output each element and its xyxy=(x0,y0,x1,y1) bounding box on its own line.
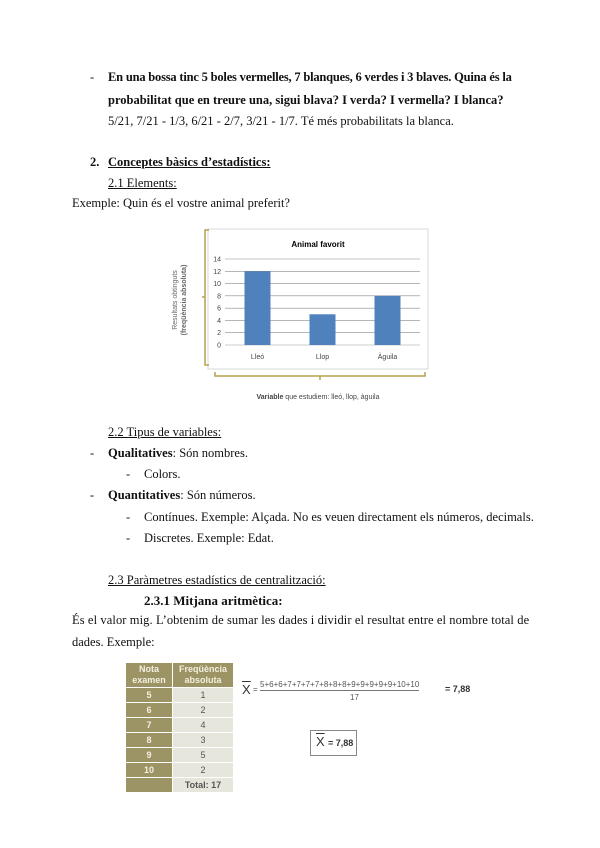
table-row xyxy=(126,748,233,762)
frequency-cell: 3 xyxy=(173,733,233,747)
y-tick-label: 0 xyxy=(217,342,221,350)
x-tick-label: Lleó xyxy=(250,354,265,361)
grade-cell: 9 xyxy=(126,748,172,762)
frequency-table-figure xyxy=(125,662,234,793)
bar-chart-figure xyxy=(165,222,435,407)
numerator: 5+6+6+7+7+7+7+8+8+8+9+9+9+9+9+10+10 xyxy=(260,680,420,689)
mean-result-box xyxy=(310,730,357,756)
formula-result: = 7,88 xyxy=(445,684,471,694)
denominator: 17 xyxy=(350,693,359,702)
bullet-dash: - xyxy=(126,531,131,545)
bullet-dash: - xyxy=(90,446,95,460)
y-tick-label: 14 xyxy=(213,256,221,264)
answer: 5/21, 7/21 - 1/3, 6/21 - 2/7, 3/21 - 1/7. Té més probabilitats la blanca. xyxy=(108,114,454,128)
bar-chart xyxy=(165,222,435,407)
x-tick-label: Àguila xyxy=(377,354,398,361)
paragraph-line-1: És el valor mig. L’obtenim de sumar les dades i dividir el resultat entre el nombre total de xyxy=(72,613,530,627)
question-line-2: probabilitat que en treure una, sigui blava? I verda? I vermella? I blanca? xyxy=(108,93,504,107)
mean-symbol: $\overline{X}$ xyxy=(242,682,251,697)
grade-cell: 5 xyxy=(126,688,172,702)
total-cell: Total: 17 xyxy=(173,778,233,792)
section-number: 2. xyxy=(90,155,100,169)
y-tick-label: 6 xyxy=(217,305,221,313)
continuous-item: Contínues. Exemple: Alçada. No es veuen directament els números, decimals. xyxy=(144,510,534,524)
paragraph-line-2: dades. Exemple: xyxy=(72,635,155,649)
y-tick-label: 2 xyxy=(217,330,221,338)
header-grade: Nota examen xyxy=(126,663,172,687)
frequency-cell: 5 xyxy=(173,748,233,762)
bar-Lleó xyxy=(245,271,271,345)
bar-Llop xyxy=(310,314,336,345)
x-note: Variable que estudiem: lleó, llop, àguila xyxy=(256,394,380,401)
subsubsection-mean: 2.3.1 Mitjana aritmètica: xyxy=(144,593,283,608)
equals: = xyxy=(253,685,258,694)
frequency-cell: 2 xyxy=(173,703,233,717)
y-tick-label: 10 xyxy=(213,281,221,289)
y-label-1: Resultats obtinguts xyxy=(172,270,179,330)
grade-cell: 7 xyxy=(126,718,172,732)
frequency-table xyxy=(125,662,234,793)
bullet-dash: - xyxy=(126,510,131,524)
bar-Àguila xyxy=(375,296,401,345)
y-tick-label: 12 xyxy=(213,268,221,276)
header-frequency: Freqüència absoluta xyxy=(173,663,233,687)
bullet-dash: - xyxy=(90,70,95,84)
table-row xyxy=(126,703,233,717)
example-text: Exemple: Quin és el vostre animal preferit? xyxy=(72,196,290,210)
mean-value: = 7,88 xyxy=(328,738,354,748)
bullet-dash: - xyxy=(90,488,95,502)
quantitative-item: Quantitatives: Són números. xyxy=(108,488,256,502)
grade-cell: 8 xyxy=(126,733,172,747)
mean-symbol: $\overline{X}$ xyxy=(316,734,325,749)
question-line-1: En una bossa tinc 5 boles vermelles, 7 blanques, 6 verdes i 3 blaves. Quina és la xyxy=(108,70,512,84)
chart-title: Animal favorit xyxy=(291,240,345,249)
subsection-centralization: 2.3 Paràmetres estadístics de centralització: xyxy=(108,573,326,587)
section-title: Conceptes bàsics d’estadístics: xyxy=(108,155,271,169)
qualitative-item: Qualitatives: Són nombres. xyxy=(108,446,248,460)
bullet-dash: - xyxy=(126,467,131,481)
subsection-elements: 2.1 Elements: xyxy=(108,176,177,190)
table-row xyxy=(126,733,233,747)
frequency-cell: 4 xyxy=(173,718,233,732)
table-row xyxy=(126,688,233,702)
y-tick-label: 4 xyxy=(217,317,221,325)
table-row xyxy=(126,763,233,777)
frequency-cell: 2 xyxy=(173,763,233,777)
table-row xyxy=(126,718,233,732)
subsection-types: 2.2 Tipus de variables: xyxy=(108,425,222,439)
discrete-item: Discretes. Exemple: Edat. xyxy=(144,531,274,545)
grade-cell: 10 xyxy=(126,763,172,777)
colors-item: Colors. xyxy=(144,467,181,481)
x-tick-label: Llop xyxy=(315,354,330,361)
x-bracket xyxy=(215,372,425,380)
y-tick-label: 8 xyxy=(217,293,221,301)
frequency-cell: 1 xyxy=(173,688,233,702)
y-label-2: (freqüència absoluta) xyxy=(181,264,188,336)
grade-cell: 6 xyxy=(126,703,172,717)
